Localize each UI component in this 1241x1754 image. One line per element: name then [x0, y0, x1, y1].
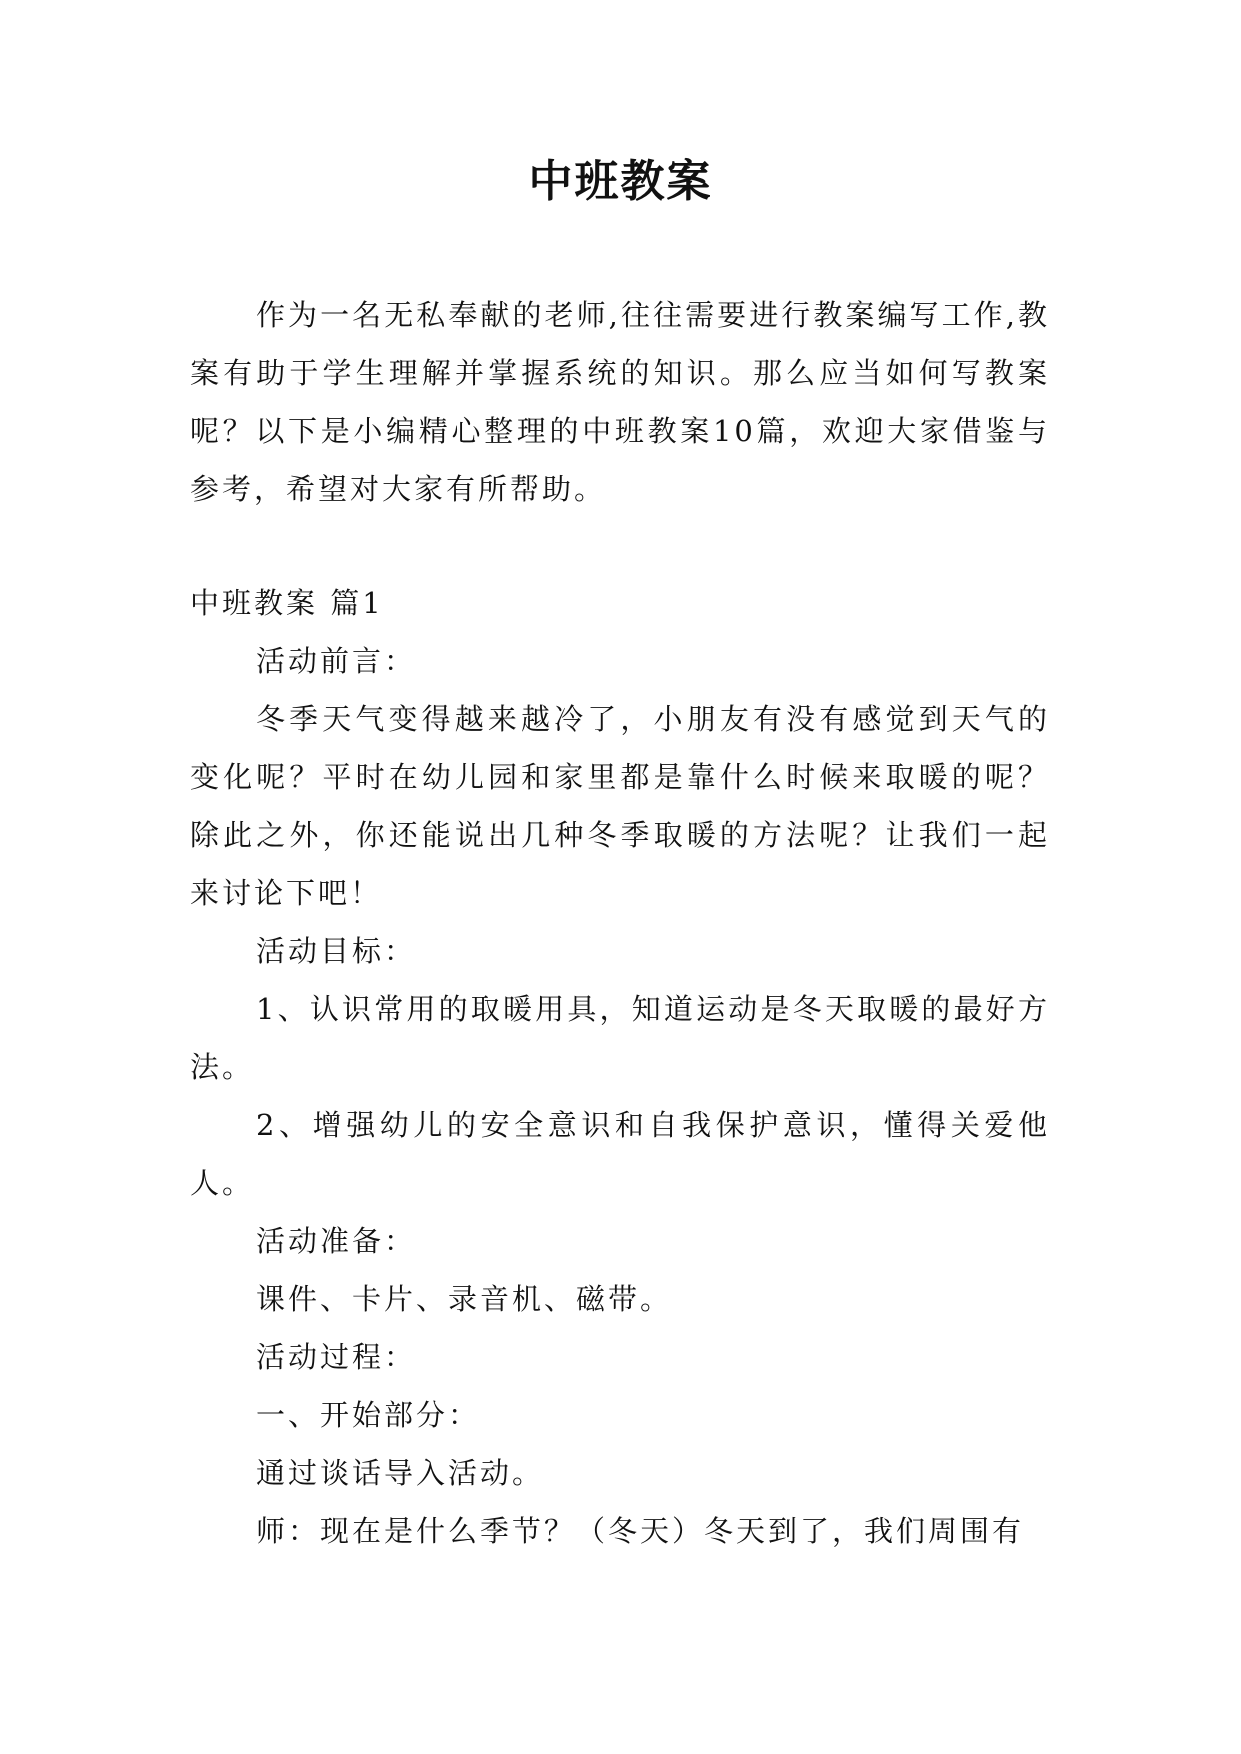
activity-prep-label: 活动准备： — [256, 1224, 417, 1258]
activity-goal-1: 1、认识常用的取暖用具，知道运动是冬天取暖的最好方法。 — [190, 992, 1050, 1084]
teacher-dialogue: 师：现在是什么季节？（冬天）冬天到了，我们周围有 — [256, 1514, 1025, 1548]
activity-preface-text: 冬季天气变得越来越冷了，小朋友有没有感觉到天气的变化呢？平时在幼儿园和家里都是靠什么时候来取暖的呢？除此之外，你还能说出几种冬季取暖的方法呢？让我们一起来讨论下吧！ — [190, 702, 1050, 910]
activity-preface-label: 活动前言： — [256, 644, 417, 678]
activity-goal-2: 2、增强幼儿的安全意识和自我保护意识，懂得关爱他人。 — [190, 1108, 1050, 1200]
process-part-1-text: 通过谈话导入活动。 — [256, 1456, 545, 1490]
activity-process-label: 活动过程： — [256, 1340, 417, 1374]
activity-goals-label: 活动目标： — [256, 934, 417, 968]
process-part-1-label: 一、开始部分： — [256, 1398, 481, 1432]
activity-prep-items: 课件、卡片、录音机、磁带。 — [256, 1282, 673, 1316]
section-heading: 中班教案 篇1 — [190, 586, 384, 620]
document-title: 中班教案 — [528, 156, 713, 207]
intro-paragraph: 作为一名无私奉献的老师,往往需要进行教案编写工作,教案有助于学生理解并掌握系统的知识。那么应当如何写教案呢？以下是小编精心整理的中班教案10篇，欢迎大家借鉴与参考，希望对大家有所帮助。 — [190, 298, 1050, 506]
document-body — [190, 574, 1050, 1560]
